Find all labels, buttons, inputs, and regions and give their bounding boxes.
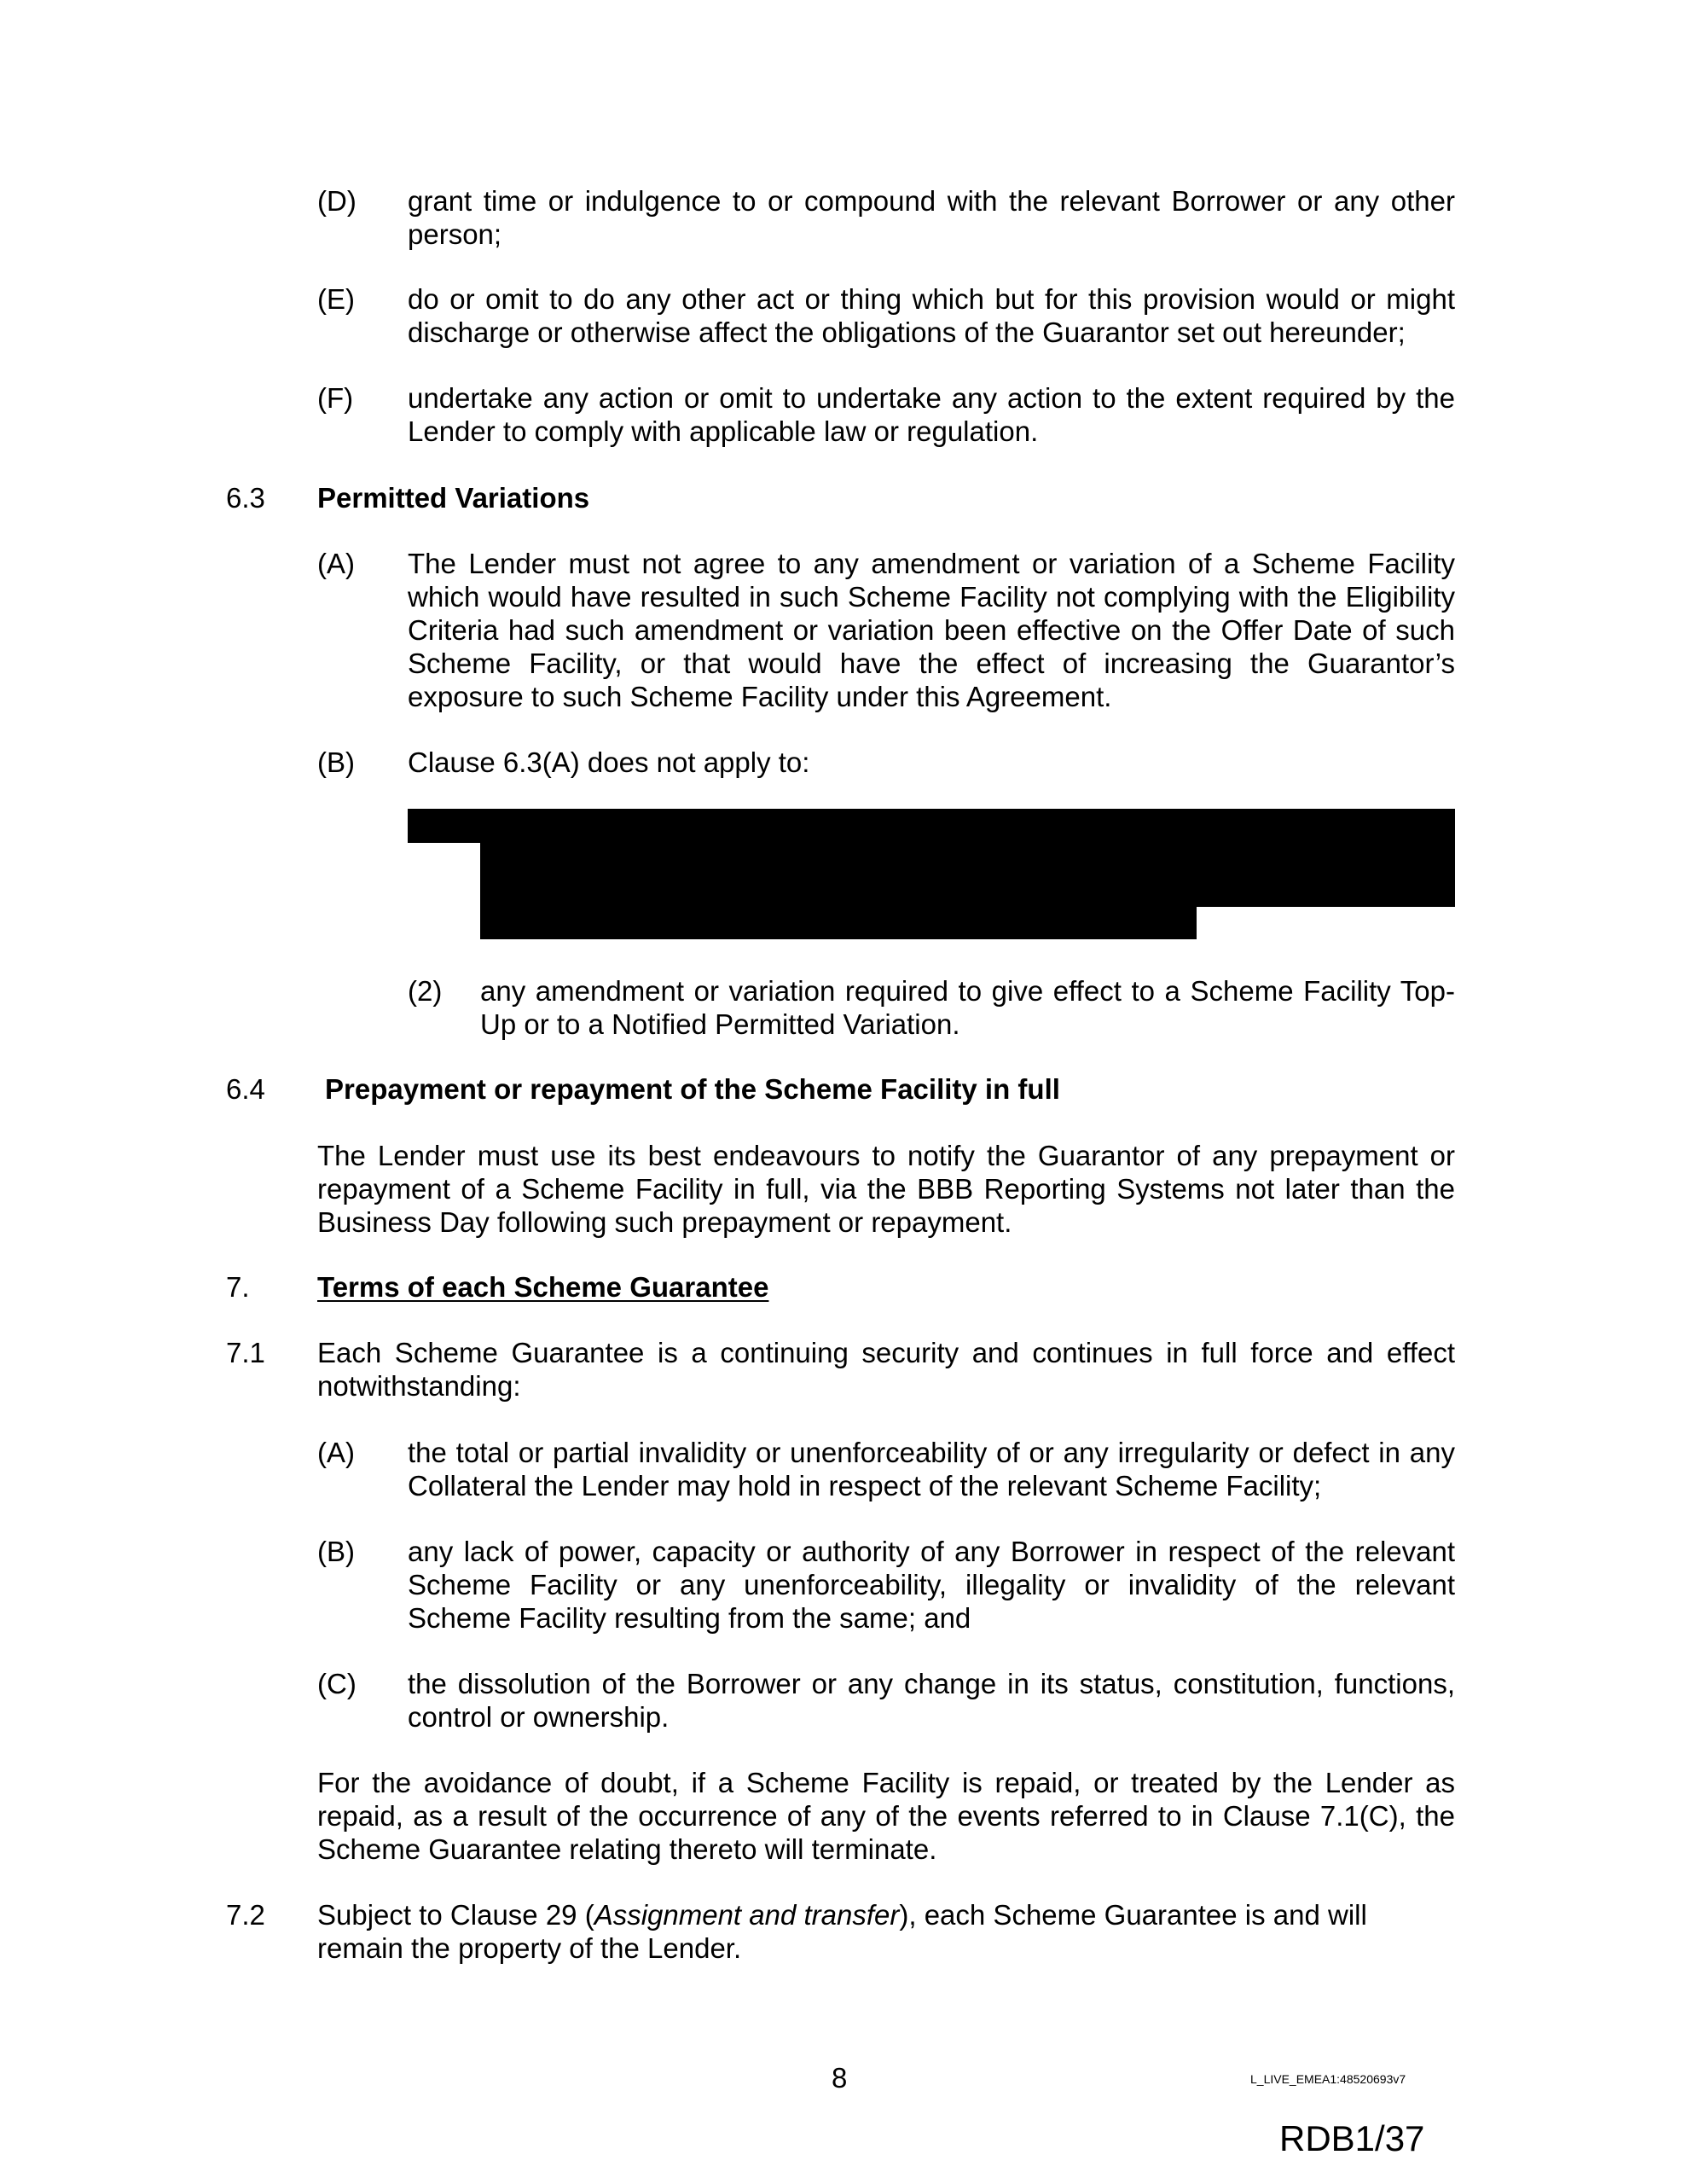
item-text-e: do or omit to do any other act or thing which but for this provision would or might discharge or otherwise affect the obligations of the Guarantor set out hereunder; [408, 283, 1455, 348]
item-text-6-3-a: The Lender must not agree to any amendment or variation of a Scheme Facility which would have resulted in such Scheme Facility not complying with the Eligibility Criteria had such amendment or variation been effective on the Offer Date of such Scheme Facility, or that would have the effect of increasing the Guarantor’s exposure to such Scheme Facility under this Agreement. [408, 548, 1455, 712]
item-label-6-3-b: (B) [317, 746, 355, 778]
item-label-7-1-b: (B) [317, 1536, 355, 1567]
item-label-7-1-a: (A) [317, 1437, 355, 1468]
item-label-d: (D) [317, 185, 357, 217]
section-text-6-4: The Lender must use its best endeavours to notify the Guarantor of any prepayment or repayment of a Scheme Facility in full, via the BBB Reporting Systems not later than the Business Day following such prepayment or repayment. [317, 1140, 1455, 1238]
section-heading-6-4: Prepayment or repayment of the Scheme Facility in full [325, 1073, 1060, 1105]
item-text-f: undertake any action or omit to undertake any action to the extent required by the Lender to comply with applicable law or regulation. [408, 382, 1455, 447]
redaction-block [480, 905, 1197, 939]
item-label-f: (F) [317, 382, 354, 414]
item-text-7-1-b: any lack of power, capacity or authority of any Borrower in respect of the relevant Scheme Facility or any unenforceability, illegality or invalidity of the relevant Scheme Facility resulting from the same; and [408, 1536, 1455, 1634]
item-label-e: (E) [317, 283, 355, 315]
redaction-block [408, 809, 1455, 843]
section-number-7-2: 7.2 [226, 1899, 265, 1931]
item-label-6-3-a: (A) [317, 548, 355, 579]
clause-text-post: ), each Scheme Guarantee is and will remain the property of the Lender. [317, 1899, 1367, 1964]
section-heading-7: Terms of each Scheme Guarantee [317, 1271, 769, 1303]
section-text-7-1: Each Scheme Guarantee is a continuing security and continues in full force and effect notwithstanding: [317, 1337, 1455, 1402]
section-closing-7-1: For the avoidance of doubt, if a Scheme Facility is repaid, or treated by the Lender as repaid, as a result of the occurrence of any of the events referred to in Clause 7.1(C), the Scheme Guarantee relating thereto will terminate. [317, 1767, 1455, 1865]
item-label-7-1-c: (C) [317, 1668, 357, 1699]
section-number-6-3: 6.3 [226, 482, 265, 514]
document-reference: L_LIVE_EMEA1:48520693v7 [1250, 2072, 1406, 2086]
section-number-7-1: 7.1 [226, 1337, 265, 1368]
section-number-7: 7. [226, 1271, 250, 1303]
page-stamp: RDB1/37 [1279, 2118, 1425, 2158]
item-text-7-1-a: the total or partial invalidity or unenforceability of or any irregularity or defect in any Collateral the Lender may hold in respect of the relevant Scheme Facility; [408, 1437, 1455, 1502]
item-text-d: grant time or indulgence to or compound with the relevant Borrower or any other person; [408, 185, 1455, 250]
clause-text-pre: Subject to Clause 29 ( [317, 1899, 594, 1931]
section-heading-6-3: Permitted Variations [317, 482, 590, 514]
item-text-6-3-b: Clause 6.3(A) does not apply to: [408, 746, 810, 778]
subitem-label-2: (2) [408, 975, 443, 1007]
section-text-7-2 [317, 1898, 1455, 1965]
section-number-6-4: 6.4 [226, 1073, 265, 1105]
item-text-7-1-c: the dissolution of the Borrower or any change in its status, constitution, functions, control or ownership. [408, 1668, 1455, 1733]
subitem-text-2: any amendment or variation required to give effect to a Scheme Facility Top-Up or to a Notified Permitted Variation. [480, 975, 1455, 1040]
redaction-block [480, 841, 1455, 907]
clause-text-italic: Assignment and transfer [594, 1899, 900, 1931]
page-number: 8 [832, 2062, 848, 2094]
